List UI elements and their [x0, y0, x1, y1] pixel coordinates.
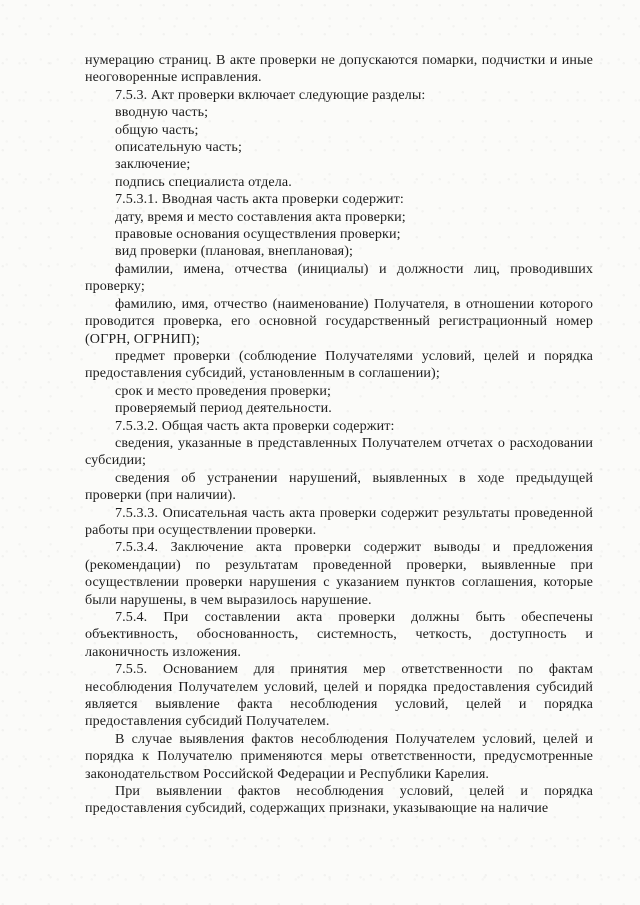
list-item: правовые основания осуществления проверки;	[115, 226, 401, 243]
section-heading: 7.5.3. Акт проверки включает следующие разделы:	[115, 86, 426, 103]
list-item: фамилии, имена, отчества (инициалы) и должности лиц, проводивших проверку;	[85, 260, 593, 295]
document-body	[85, 52, 593, 818]
section-heading: 7.5.3.2. Общая часть акта проверки содержит:	[115, 417, 395, 434]
paragraph: В случае выявления фактов несоблюдения Получателем условий, целей и порядка к Получателю применяются меры ответственности, предусмотренные законодательством Российской Федерации и Республики Карелия.	[85, 730, 593, 782]
list-item: заключение;	[115, 156, 191, 173]
list-item: вводную часть;	[115, 104, 209, 121]
list-item: описательную часть;	[115, 139, 242, 156]
paragraph: 7.5.3.3. Описательная часть акта проверки содержит результаты проведенной работы при осуществлении проверки.	[85, 504, 593, 538]
list-item: сведения об устранении нарушений, выявленных в ходе предыдущей проверки (при наличии).	[85, 469, 593, 504]
list-item: предмет проверки (соблюдение Получателями условий, целей и порядка предоставления субсидий, установленным в соглашении);	[85, 347, 593, 382]
paragraph: 7.5.3.4. Заключение акта проверки содержит выводы и предложения (рекомендации) по результатам проведенной проверки, выявленные при осуществлении проверки нарушения с указанием пунктов соглашения, которые были нарушены, в чем выразилось нарушение.	[85, 539, 593, 608]
paragraph: 7.5.4. При составлении акта проверки должны быть обеспечены объективность, обоснованность, системность, четкость, доступность и лаконичность изложения.	[85, 609, 593, 660]
paragraph: При выявлении фактов несоблюдения условий, целей и порядка предоставления субсидий, содержащих признаки, указывающие на наличие	[85, 783, 593, 817]
list-item: подпись специалиста отдела.	[115, 173, 292, 190]
paragraph: 7.5.5. Основанием для принятия мер ответственности по фактам несоблюдения Получателем условий, целей и порядка предоставления субсидий является выявление факта несоблюдения условий, целей и порядка предоставления субсидий Получателем.	[85, 661, 593, 730]
list-item: общую часть;	[115, 121, 199, 138]
section-heading: 7.5.3.1. Вводная часть акта проверки содержит:	[115, 191, 404, 208]
list-item: проверяемый период деятельности.	[115, 400, 332, 417]
list-item: фамилию, имя, отчество (наименование) Получателя, в отношении которого проводится проверка, его основной государственный регистрационный номер (ОГРН, ОГРНИП);	[85, 295, 593, 347]
list-item: сведения, указанные в представленных Получателем отчетах о расходовании субсидии;	[85, 434, 593, 469]
list-item: вид проверки (плановая, внеплановая);	[115, 243, 354, 260]
list-item: дату, время и место составления акта проверки;	[115, 208, 406, 225]
paragraph: нумерацию страниц. В акте проверки не допускаются помарки, подчистки и иные неоговоренные исправления.	[85, 52, 593, 86]
list-item: срок и место проведения проверки;	[115, 382, 332, 399]
